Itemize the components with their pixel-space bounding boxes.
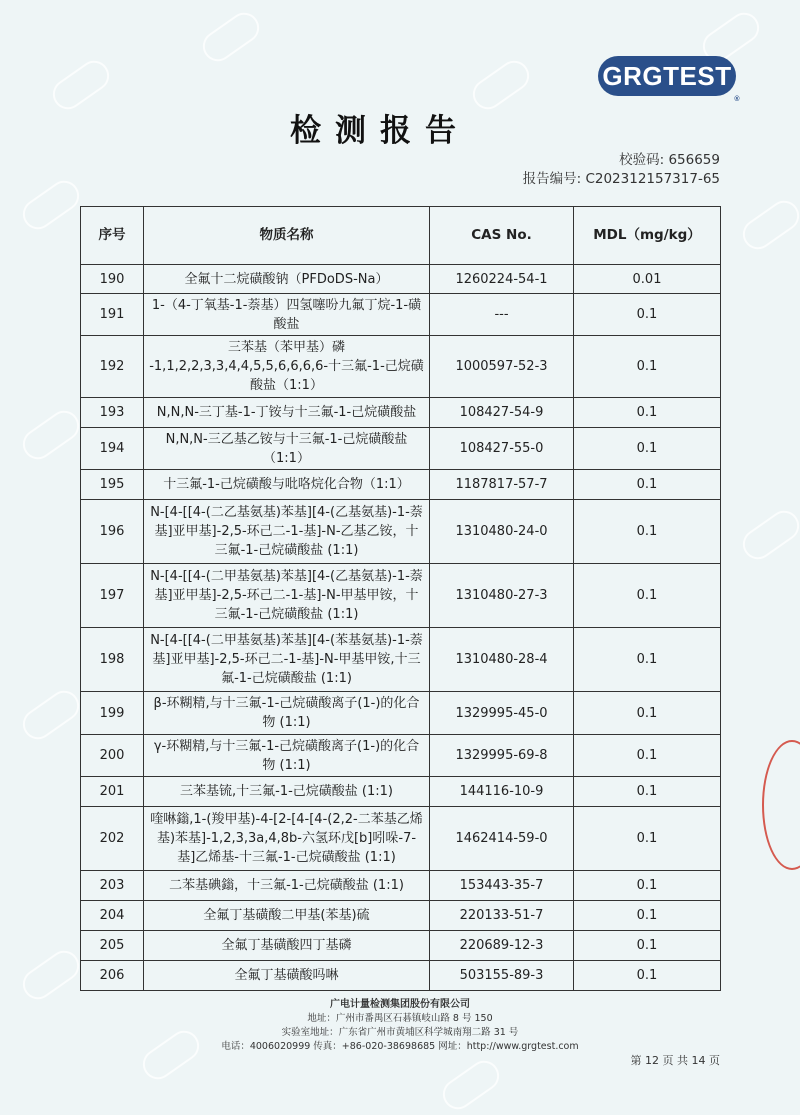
table-row <box>81 336 721 398</box>
watermark <box>737 195 800 255</box>
watermark <box>17 945 85 1005</box>
table-row <box>81 500 721 564</box>
cell-substance: N-[4-[[4-(二甲基氨基)苯基][4-(乙基氨基)-1-萘基]亚甲基]-2,5-环己二-1-基]-N-甲基甲铵，十三氟-1-己烷磺酸盐 (1:1) <box>144 564 430 628</box>
footer-lab-address: 实验室地址：广东省广州市黄埔区科学城南翔二路 31 号 <box>281 1027 519 1038</box>
cell-no: 206 <box>81 961 144 991</box>
cell-substance: β-环糊精,与十三氟-1-己烷磺酸离子(1-)的化合物 (1:1) <box>144 692 430 735</box>
watermark <box>197 7 265 67</box>
table-row <box>81 265 721 294</box>
cell-substance: 全氟十二烷磺酸钠（PFDoDS-Na） <box>144 265 430 294</box>
cell-mdl: 0.1 <box>574 777 721 807</box>
cell-mdl: 0.1 <box>574 564 721 628</box>
cell-no: 202 <box>81 807 144 871</box>
cell-mdl: 0.1 <box>574 735 721 777</box>
cell-no: 200 <box>81 735 144 777</box>
cell-cas: 1329995-69-8 <box>430 735 574 777</box>
report-number-value: C202312157317-65 <box>585 171 720 187</box>
cell-mdl: 0.1 <box>574 871 721 901</box>
table-row <box>81 470 721 500</box>
cell-no: 198 <box>81 628 144 692</box>
cell-mdl: 0.1 <box>574 692 721 735</box>
footer-contact: 电话：4006020999 传真：+86-020-38698685 网址：http://www.grgtest.com <box>221 1041 579 1052</box>
cell-mdl: 0.1 <box>574 470 721 500</box>
substance-table <box>80 206 721 991</box>
logo-text: GRGTEST <box>602 61 732 91</box>
cell-no: 193 <box>81 398 144 428</box>
cell-cas: 503155-89-3 <box>430 961 574 991</box>
cell-cas: 1310480-28-4 <box>430 628 574 692</box>
cell-mdl: 0.01 <box>574 265 721 294</box>
report-number <box>523 167 720 187</box>
cell-no: 194 <box>81 428 144 470</box>
cell-no: 195 <box>81 470 144 500</box>
official-seal <box>762 740 800 870</box>
cell-no: 192 <box>81 336 144 398</box>
cell-mdl: 0.1 <box>574 807 721 871</box>
cell-cas: 108427-55-0 <box>430 428 574 470</box>
header-substance: 物质名称 <box>144 207 430 265</box>
cell-mdl: 0.1 <box>574 901 721 931</box>
header-mdl: MDL（mg/kg） <box>574 207 721 265</box>
cell-cas: 220133-51-7 <box>430 901 574 931</box>
watermark <box>437 1055 505 1115</box>
cell-mdl: 0.1 <box>574 294 721 336</box>
cell-cas: 1462414-59-0 <box>430 807 574 871</box>
table-row <box>81 398 721 428</box>
cell-substance: N-[4-[[4-(二甲基氨基)苯基][4-(苯基氨基)-1-萘基]亚甲基]-2,5-环己二-1-基]-N-甲基甲铵,十三氟-1-己烷磺酸盐 (1:1) <box>144 628 430 692</box>
cell-substance: 三苯基锍,十三氟-1-己烷磺酸盐 (1:1) <box>144 777 430 807</box>
cell-no: 190 <box>81 265 144 294</box>
table-row <box>81 931 721 961</box>
cell-mdl: 0.1 <box>574 961 721 991</box>
cell-mdl: 0.1 <box>574 336 721 398</box>
table-row <box>81 628 721 692</box>
cell-cas: 144116-10-9 <box>430 777 574 807</box>
header-cas: CAS No. <box>430 207 574 265</box>
watermark <box>17 175 85 235</box>
report-number-label: 报告编号: <box>522 171 582 187</box>
cell-substance: N-[4-[[4-(二乙基氨基)苯基][4-(乙基氨基)-1-萘基]亚甲基]-2,5-环己二-1-基]-N-乙基乙铵，十三氟-1-己烷磺酸盐 (1:1) <box>144 500 430 564</box>
cell-cas: 220689-12-3 <box>430 931 574 961</box>
cell-no: 196 <box>81 500 144 564</box>
cell-substance: γ-环糊精,与十三氟-1-己烷磺酸离子(1-)的化合物 (1:1) <box>144 735 430 777</box>
cell-no: 201 <box>81 777 144 807</box>
cell-mdl: 0.1 <box>574 500 721 564</box>
cell-substance: 三苯基（苯甲基）磷 -1,1,2,2,3,3,4,4,5,5,6,6,6,6-十三氟-1-己烷磺酸盐（1:1） <box>144 336 430 398</box>
footer-address: 地址：广州市番禺区石碁镇岐山路 8 号 150 <box>307 1013 493 1024</box>
cell-substance: N,N,N-三乙基乙铵与十三氟-1-己烷磺酸盐（1:1） <box>144 428 430 470</box>
cell-substance: 全氟丁基磺酸吗啉 <box>144 961 430 991</box>
table-row <box>81 871 721 901</box>
cell-mdl: 0.1 <box>574 628 721 692</box>
page-title: 检测报告 <box>290 113 470 149</box>
cell-cas: 1260224-54-1 <box>430 265 574 294</box>
check-code-label: 校验码: <box>619 152 665 168</box>
header-no: 序号 <box>81 207 144 265</box>
cell-substance: 二苯基碘鎓，十三氟-1-己烷磺酸盐 (1:1) <box>144 871 430 901</box>
cell-cas: 153443-35-7 <box>430 871 574 901</box>
table-row <box>81 428 721 470</box>
cell-substance: 十三氟-1-己烷磺酸与吡咯烷化合物（1:1） <box>144 470 430 500</box>
footer-company: 广电计量检测集团股份有限公司 <box>330 999 470 1010</box>
watermark <box>737 505 800 565</box>
table-row <box>81 735 721 777</box>
cell-cas: 1310480-24-0 <box>430 500 574 564</box>
cell-no: 197 <box>81 564 144 628</box>
cell-substance: 全氟丁基磺酸二甲基(苯基)硫 <box>144 901 430 931</box>
table-row <box>81 901 721 931</box>
watermark <box>17 685 85 745</box>
cell-mdl: 0.1 <box>574 428 721 470</box>
cell-substance: 喹啉鎓,1-(羧甲基)-4-[2-[4-[4-(2,2-二苯基乙烯基)苯基]-1,2,3,3a,4,8b-六氢环戊[b]吲哚-7-基]乙烯基-十三氟-1-己烷磺酸盐 (1:1) <box>144 807 430 871</box>
cell-substance: 1-（4-丁氧基-1-萘基）四氢噻吩九氟丁烷-1-磺酸盐 <box>144 294 430 336</box>
table-row <box>81 294 721 336</box>
cell-cas: --- <box>430 294 574 336</box>
cell-cas: 108427-54-9 <box>430 398 574 428</box>
cell-substance: N,N,N-三丁基-1-丁铵与十三氟-1-己烷磺酸盐 <box>144 398 430 428</box>
cell-no: 203 <box>81 871 144 901</box>
cell-cas: 1310480-27-3 <box>430 564 574 628</box>
cell-no: 199 <box>81 692 144 735</box>
grgtest-logo <box>598 56 740 103</box>
table-row <box>81 692 721 735</box>
cell-mdl: 0.1 <box>574 931 721 961</box>
check-code <box>619 148 720 168</box>
table-header-row <box>81 207 721 265</box>
table-row <box>81 961 721 991</box>
cell-no: 191 <box>81 294 144 336</box>
cell-no: 204 <box>81 901 144 931</box>
watermark <box>17 405 85 465</box>
cell-no: 205 <box>81 931 144 961</box>
cell-mdl: 0.1 <box>574 398 721 428</box>
registered-mark: ® <box>734 96 740 103</box>
check-code-value: 656659 <box>668 152 720 168</box>
cell-substance: 全氟丁基磺酸四丁基磷 <box>144 931 430 961</box>
table-row <box>81 807 721 871</box>
cell-cas: 1329995-45-0 <box>430 692 574 735</box>
table-row <box>81 777 721 807</box>
cell-cas: 1187817-57-7 <box>430 470 574 500</box>
table-row <box>81 564 721 628</box>
page-number: 第 12 页 共 14 页 <box>630 1054 720 1067</box>
cell-cas: 1000597-52-3 <box>430 336 574 398</box>
